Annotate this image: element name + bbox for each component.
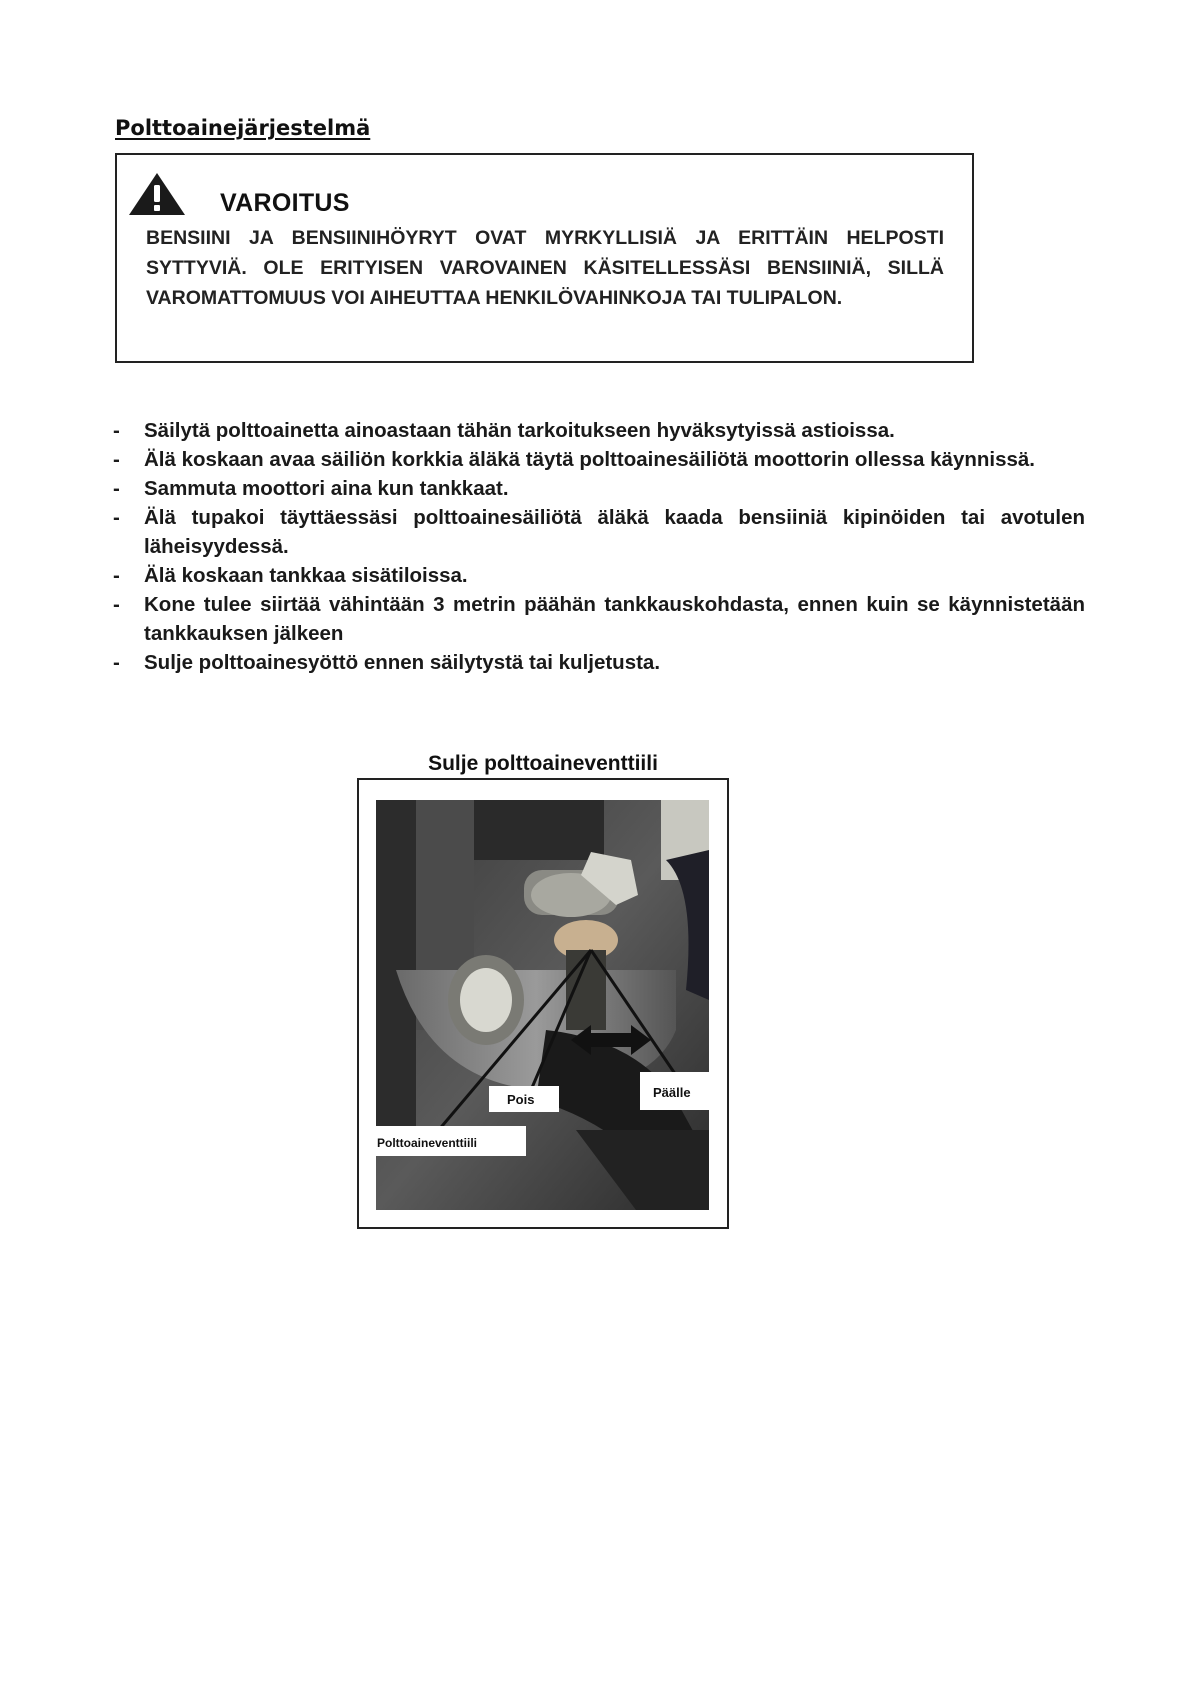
list-item: - Sammuta moottori aina kun tankkaat. <box>113 477 509 500</box>
figure-caption: Sulje polttoaineventtiili <box>428 752 658 775</box>
warning-triangle-icon <box>127 171 187 217</box>
list-item: - Älä tupakoi täyttäessäsi polttoainesäiliötä äläkä kaada bensiiniä kipinöiden tai avotulen läheisyydessä. <box>113 506 1085 558</box>
section-title: Polttoainejärjestelmä <box>115 116 371 140</box>
warning-title: VAROITUS <box>220 189 350 217</box>
list-item: - Säilytä polttoainetta ainoastaan tähän tarkoitukseen hyväksytyissä astioissa. <box>113 419 895 442</box>
warning-text: BENSIINI JA BENSIINIHÖYRYT OVAT MYRKYLLISIÄ JA ERITTÄIN HELPOSTI SYTTYVIÄ. OLE ERITYISEN VAROVAINEN KÄSITELLESSÄSI BENSIINIÄ, SILLÄ VAROMATTOMUUS VOI AIHEUTTAA HENKILÖVAHINKOJA TAI TULIPALON. <box>146 227 944 309</box>
list-item: - Älä koskaan tankkaa sisätiloissa. <box>113 564 468 587</box>
list-item: - Kone tulee siirtää vähintään 3 metrin päähän tankkauskohdasta, ennen kuin se käynnistetään tankkauksen jälkeen <box>113 593 1085 645</box>
list-item: - Sulje polttoainesyöttö ennen säilytystä tai kuljetusta. <box>113 651 661 674</box>
safety-rules-list <box>113 416 1085 677</box>
warning-box <box>115 153 974 363</box>
label-off: Pois <box>507 1092 535 1107</box>
label-on: Päälle <box>653 1085 691 1100</box>
list-item: - Älä koskaan avaa säiliön korkkia äläkä täytä polttoainesäiliötä moottorin ollessa käynnissä. <box>113 448 1035 471</box>
figure-frame <box>357 778 729 1229</box>
label-fuel-valve: Polttoaineventtiili <box>377 1136 478 1150</box>
